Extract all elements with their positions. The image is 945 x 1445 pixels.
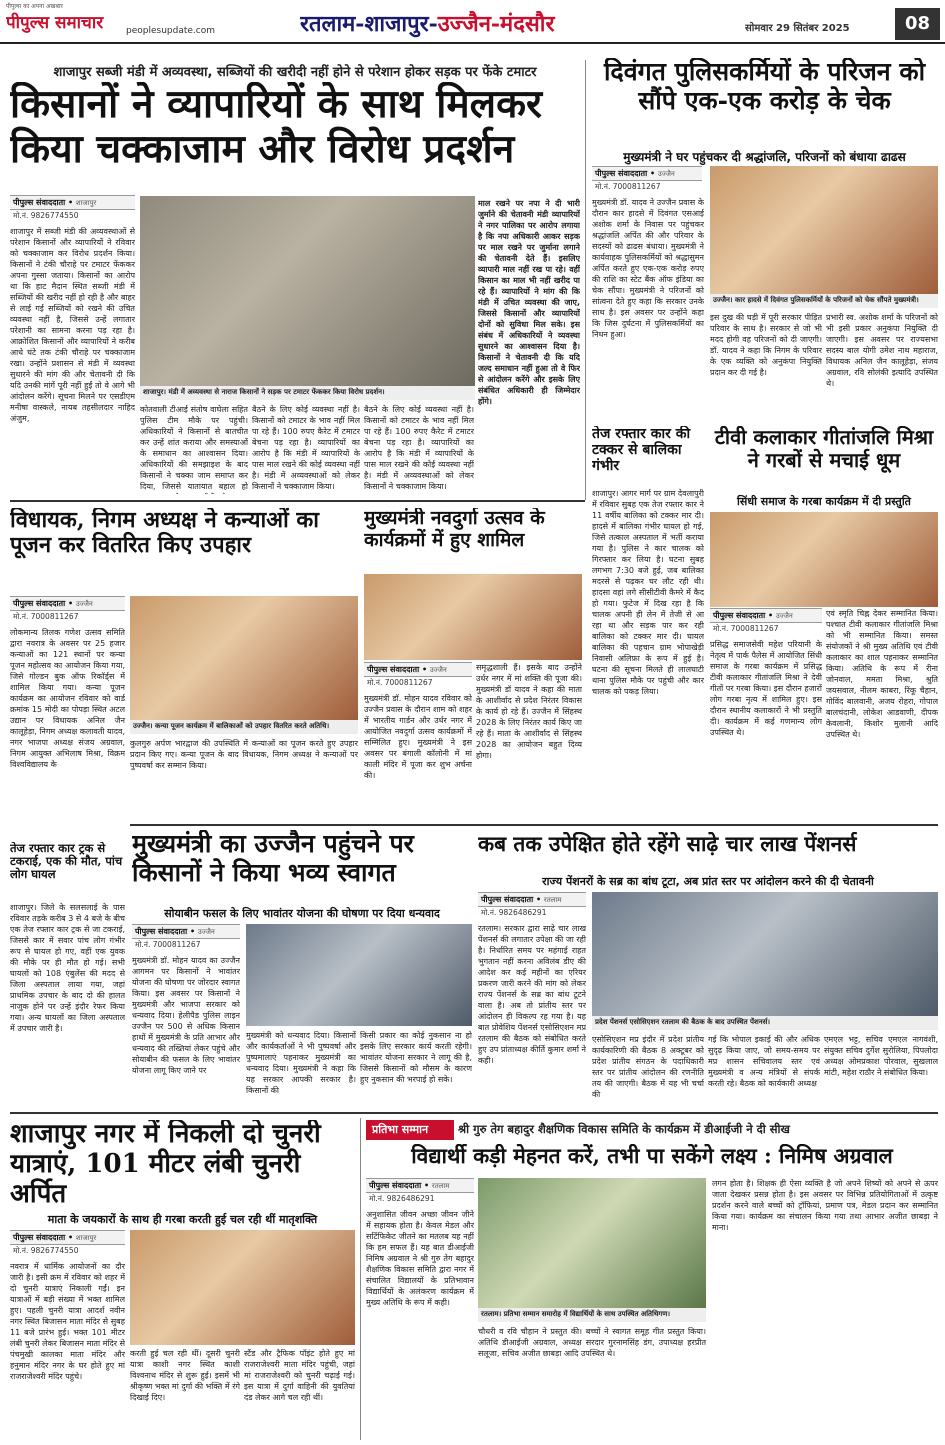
story9-caption: प्रदेश पेंशनर्स एसोसिएशन रतलाम की बैठक के बाद उपस्थित पेंशनर्स। — [592, 1016, 938, 1030]
story10-text-col1: नवरात्र में धार्मिक आयोजनों का दौर जारी है। इसी क्रम में रविवार को शहर में दो चुनरी यात्राएं निकाली गईं। इन यात्राओं में बड़ी संख्या में भक्त शामिल हुए। पहली चुनरी यात्रा आदर्श नवीन नगर स्थित बिजासन माता मंदिर से सुबह 11 बजे प्रारंभ हुई। भक्त 101 मीटर लंबी चुनरी लेकर बिजासन माता मंदिर से पंचमुखी कालका माता मंदिर और हनुमान मंदिर नगर के घर होते हुए मां राजराजेश्वरी मंदिर पहुंचे। — [10, 1262, 125, 1381]
story5-byline: पीपुल्स संवाददाता • उज्जैन — [10, 596, 125, 611]
story1-sidebar: माल रखने पर नपा ने दी भारी जुर्माने की चेतावनी मंडी व्यापारियों ने नगर पालिका पर आरोप लगाया है कि नपा अधिकारी आकर सड़क पर माल रखने पर जुर्माना लगाने की चेतावनी देते हैं। इसलिए व्यापारी माल नहीं रख पा रहे। वहीं किसान का माल भी नहीं खरीद पा रहे हैं। व्यापारियों ने मांग की कि मंडी में उचित व्यवस्था की जाए, जिससे किसानों और व्यापारियों दोनों को सुविधा मिल सके। इस संबंध में अधिकारियों ने व्यवस्था सुधारने का आश्वासन दिया है। किसानों ने चेतावनी दी कि यदि जल्द समाधान नहीं हुआ तो वे फिर से आंदोलन करेंगे और इसके लिए संबंधित अधिकारी ही जिम्मेदार होंगे। — [478, 199, 580, 406]
story11-section-tag: प्रतिभा सम्मान — [366, 1120, 454, 1140]
story8-text-col3: किसी प्रकार का कोई नुकसान ना हो इसके लिए सरकार कार्य करती रहेगी। भावांतर योजना सरकार ने लागू की है, जिससे किसानों को मौसम के कारण हुए नुकसान की भरपाई हो सके। — [360, 1031, 472, 1084]
story4-subheadline: सिंधी समाज के गरबा कार्यक्रम में दी प्रस्तुति — [737, 495, 911, 508]
site-url[interactable]: peoplesupdate.com — [126, 26, 215, 36]
story8-reporter: पीपुल्स संवाददाता — [135, 927, 188, 936]
story9-headline[interactable]: कब तक उपेक्षित होते रहेंगे साढ़े चार लाख पेंशनर्स — [478, 832, 857, 856]
story6-byline: पीपुल्स संवाददाता • उज्जैन — [364, 662, 472, 677]
story11-kicker: श्री गुरु तेग बहादुर शैक्षणिक विकास समिति के कार्यक्रम में डीआईजी ने दी सीख — [458, 1122, 790, 1136]
story3-text: शाजापुर। आगर मार्ग पर ग्राम देवलापुरी में रविवार सुबह एक तेज रफ्तार कार ने 11 वर्षीय बालिका को टक्कर मार दी। हादसे में बालिका गंभीर घायल हो गई, जिसे तत्काल अस्पताल में भर्ती कराया गया है। पुलिस ने कार चालक को गिरफ्तार कर लिया है। घटना सुबह लगभग 7:30 बजे हुई, जब बालिका मदरसे से पढ़कर घर लौट रही थी। हादसा वहां लगे सीसीटीवी कैमरे में कैद हो गया। फुटेज में दिख रहा है कि चालक अपनी ही लेन में तेजी से आ रहा था और सड़क पार कर रही बालिका को टक्कर मार दी। घायल बालिका की पहचान ग्राम भोपाखेड़ी निवासी अलिफ़ा के रूप में हुई है। घटना की सूचना मिलते ही लालघाटी थाना पुलिस मौके पर पहुंची और कार चालक को पकड़ लिया। — [592, 489, 704, 696]
story2-reporter: पीपुल्स संवाददाता — [595, 169, 648, 178]
story8-photo — [246, 924, 472, 1026]
story1-mobile: मो.नं. 9826774550 — [13, 211, 79, 220]
story10-byline: पीपुल्स संवाददाता • शाजापुर — [10, 1230, 125, 1245]
story5-text-col2: कुलगुरु अर्पण भारद्वाज की उपस्थिति में कन्याओं का पूजन करते हुए उपहार प्रदान किए गए। कन्या पूजन के बाद विधायक, निगम अध्यक्ष ने कन्याओं पर पुष्पवर्षा कर सम्मान किया। — [130, 739, 358, 770]
story4-text-col1: प्रसिद्ध समाजसेवी महेश परियानी के नेतृत्व में पार्क पैलेस में आयोजित सिंधी समाज के गरबा कार्यक्रम में प्रसिद्ध टीवी कलाकार गीतांजलि मिश्रा ने देवी गीतों पर गरबा किया। इस दौरान हजारों लोग गरबा नृत्य में शामिल हुए। इस दौरान स्थानीय कलाकारों ने भी प्रस्तुति दी। कार्यक्रम में कई गणमान्य लोग उपस्थित थे। — [710, 640, 822, 737]
story5-text-col1: लोकमान्य तिलक गणेश उत्सव समिति द्वारा नवरात्र के अवसर पर 25 हजार कन्याओं का 121 स्थानों पर कन्या पूजन महोत्सव का आयोजन किया गया, जिसे गोल्डन बुक ऑफ रिकॉर्ड्स में शामिल किया गया। कन्या पूजन कार्यक्रम का आयोजन रविवार को वार्ड क्रमांक 15 मोदी का पोपड़ा स्थित अटल उद्यान पर विधायक अनिल जैन कालूहेड़ा, निगम अध्यक्ष कलावती यादव, नगर भाजपा अध्यक्ष संजय अग्रवाल, निगम आयुक्त अभिलाष मिश्रा, विक्रम विश्वविद्यालय के — [10, 628, 125, 769]
column-divider — [360, 1118, 361, 1440]
story1-caption: शाजापुर। मंडी में अव्यवस्था से नाराज किसानों ने सड़क पर टमाटर फेंककर किया विरोध प्रदर्शन। — [140, 386, 475, 400]
story10-subheadline: माता के जयकारों के साथ ही गरबा करती हुई चल रही थीं मातृशक्ति — [47, 1213, 318, 1226]
story9-text-col4: एमएल भट्ट, सचिव एमएल नागवंशी, संयुक्त सचिव दुर्गेश सुरोलिया, पिपलोदा अध्यक्ष ओमप्रकाश पोरवाल, सुखलाल मांटी, महेश राठौर ने संबोधित किया। — [824, 1035, 938, 1077]
story11-text-col3: लगन होता है। शिक्षक ही ऐसा व्यक्ति है जो अपने शिष्यों को अपने से ऊपर जाता देखकर प्रसन्न होता है। इस अवसर पर विभिन्न प्रतियोगिताओं में उत्कृष्ट प्रदर्शन करने वाले बच्चों को ट्रॉफियां, प्रमाण पत्र, मेडल प्रदान कर सम्मानित किया गया। कार्यक्रम का संचालन किया गया तथा आभार अजीत छाबड़ा ने माना। — [712, 1179, 938, 1232]
story8-text-col2: मुख्यमंत्री को धन्यवाद दिया। किसानों और कार्यकर्ताओं ने भी पुष्पवर्षा और पुष्पमालाएं पहनाकर मुख्यमंत्री का धन्यवाद दिया। मुख्यमंत्री ने कहा कि यह सरकार आपकी सरकार है। किसानों की — [246, 1031, 356, 1095]
story6-photo — [364, 574, 582, 660]
story2-text-col1: मुख्यमंत्री डॉ. यादव ने उज्जैन प्रवास के दौरान कार हादसे में दिवंगत एसआई अशोक शर्मा के निवास पर पहुंचकर श्रद्धांजलि अर्पित की और परिवार के सदस्यों को ढाढस बंधाया। मुख्यमंत्री ने कार्यवाहक पुलिसकर्मियों को श्रद्धासुमन अर्पित करते हुए एक-एक करोड़ रुपए की राशि का स्टेट बैंक ऑफ इंडिया का चेक सौंपा। मुख्यमंत्री ने परिजनों को सांत्वना देते हुए कहा कि सरकार उनके साथ है। इस अवसर पर उन्होंने कहा कि जिस दुर्घटना में पुलिसकर्मियों का निधन हुआ। — [592, 198, 704, 339]
story7-text: शाजापुर। जिले के सलसलाई के पास रविवार तड़के करीब 3 से 4 बजे के बीच एक तेज रफ्तार कार ट्रक से जा टकराई, जिससे कार में सवार पांच लोग गंभीर रूप से घायल हो गए, वहीं एक युवक की मौके पर ही मौत हो गई। सभी घायलों को 108 एंबुलेंस की मदद से जिला अस्पताल लाया गया, जहां प्राथमिक उपचार के बाद दो की हालत नाजुक होने पर उन्हें इंदौर रेफर किया गया। अन्य घायलों का जिला अस्पताल में उपचार जारी है। — [10, 903, 125, 1033]
section-title-a: रतलाम-शाजापुर- — [300, 11, 438, 37]
story8-mobile: मो.नं. 7000811267 — [135, 940, 201, 949]
story2-mobile: मो.नं. 7000811267 — [595, 182, 661, 191]
story1-kicker: शाजापुर सब्जी मंडी में अव्यवस्था, सब्जियों की खरीदी नहीं होने से परेशान होकर सड़क पर फेंके टमाटर — [53, 65, 537, 80]
story1-text-col2b: बैठने के लिए कोई व्यवस्था नहीं है। किसानों को टमाटर के भाव नहीं मिल पा रहे हैं। 100 रुपए कैरेट में टमाटर बेचना पड़ रहा है। व्यापारियों का आरोप है कि मंडी में व्यापारियों के पास माल रखने की कोई व्यवस्था नहीं है। मंडी में अव्यवस्थाओं को लेकर किसानों ने चक्काजाम किया। — [252, 405, 360, 491]
story4-mobile: मो.नं. 7000811267 — [713, 624, 779, 633]
story11-byline: पीपुल्स संवाददाता • रतलाम — [366, 1178, 474, 1193]
story9-reporter: पीपुल्स संवाददाता — [481, 895, 534, 904]
row-divider — [10, 1112, 938, 1114]
story2-headline[interactable]: दिवंगत पुलिसकर्मियों के परिजन को सौंपे एक-एक करोड़ के चेक — [603, 58, 926, 115]
story11-place: रतलाम — [431, 1182, 450, 1190]
story8-headline[interactable]: मुख्यमंत्री का उज्जैन पहुंचने पर किसानों ने किया भव्य स्वागत — [132, 830, 414, 887]
story5-reporter: पीपुल्स संवाददाता — [13, 599, 66, 608]
story11-caption: रतलाम। प्रतिभा सम्मान समारोह में विद्यार्थियों के साथ उपस्थित अतिथिगण। — [478, 1308, 706, 1322]
story1-headline[interactable]: किसानों ने व्यापारियों के साथ मिलकर किया चक्काजाम और विरोध प्रदर्शन — [10, 82, 542, 172]
story8-place: उज्जैन — [197, 928, 215, 936]
story2-subheadline: मुख्यमंत्री ने घर पहुंचकर दी श्रद्धांजलि, परिजनों को बंधाया ढाढस — [623, 150, 906, 164]
story5-caption: उज्जैन। कन्या पूजन कार्यक्रम में बालिकाओं को उपहार वितरित करते अतिथि। — [130, 720, 358, 734]
story11-mobile: मो.नं. 9826486291 — [369, 1194, 435, 1203]
story8-byline: पीपुल्स संवाददाता • उज्जैन — [132, 924, 240, 939]
story2-byline: पीपुल्स संवाददाता • उज्जैन — [592, 166, 702, 181]
story10-photo — [130, 1230, 355, 1345]
story11-photo — [478, 1178, 706, 1308]
story5-mobile: मो.नं. 7000811267 — [13, 612, 79, 621]
column-divider — [585, 60, 586, 500]
story8-subheadline: सोयाबीन फसल के लिए भावांतर योजना की घोषणा पर दिया धन्यवाद — [164, 907, 440, 920]
story2-photo — [710, 166, 938, 294]
story10-text-col2: करती हुई चल रही थीं। दूसरी चुनरी यात्रा काशी नगर स्थित काशी विश्वनाथ मंदिर से शुरू हुई। इसमें भी श्रीकृष्ण भक्त मां दुर्गा की भक्ति में रंगे दिखाई दिए। — [130, 1349, 240, 1402]
story2-place: उज्जैन — [657, 170, 675, 178]
masthead — [0, 0, 945, 44]
issue-date: सोमवार 29 सितंबर 2025 — [745, 23, 850, 34]
story11-reporter: पीपुल्स संवाददाता — [369, 1181, 422, 1190]
story4-photo — [710, 512, 938, 607]
story11-text-col1: अनुशासित जीवन अच्छा जीवन जीने में सहायक होता है। केवल मेडल और सर्टिफिकेट जीतने का मतलब यह नहीं कि हम सफल हैं। यह बात डीआईजी निमिष अग्रवाल ने श्री गुरु तेग बहादुर शैक्षणिक विकास समिति द्वारा नगर में संचालित विद्यालयों के प्रतिभावान विद्यार्थियों के अलंकरण कार्यक्रम में मुख्य अतिथि के रूप में कही। — [366, 1210, 474, 1307]
brand-tagline: पीपुल्स का अपना अखबार — [6, 3, 63, 10]
brand — [6, 2, 186, 42]
story6-mobile: मो.नं. 7000811267 — [367, 678, 433, 687]
story10-text-col3: स्टैंड और ट्रैफिक पॉइंट होते हुए मां राजराजेश्वरी माता मंदिर पहुंची, जहां मां राजराजेश्वरी को चुनरी चढ़ाई गई। इस यात्रा में दुर्गा वाहिनी की युवतियां दंड लेकर आगे चल रही थीं। — [244, 1349, 355, 1402]
story10-mobile: मो.नं. 9826774550 — [13, 1246, 79, 1255]
story9-text-col3: गई कि भोपाल इकाई की और अधिक सुदृढ़ किया जाए, जो समय-समय पर मप्र शासन सचिवालय स्तर एवं मुख्यमंत्री व अन्य मंत्रियों से संपर्क करती रहे। बैठक को कार्यकारी अध्यक्ष — [708, 1035, 820, 1088]
story10-reporter: पीपुल्स संवाददाता — [13, 1233, 66, 1242]
story6-text-col1: मुख्यमंत्री डॉ. मोहन यादव रविवार को उज्जैन प्रवास के दौरान शाम को शहर में भारतीय गार्डन और उर्धर नगर में आयोजित नवदुर्गा उत्सव कार्यक्रमों में सम्मिलित हुए। मुख्यमंत्री ने इस अवसर पर बंगाली कॉलोनी में मां काली मंदिर में पूजा कर शुभ अर्चना की। — [364, 694, 472, 780]
story5-place: उज्जैन — [75, 600, 93, 608]
story4-text-col2: एवं स्मृति चिह्न देकर सम्मानित किया। पश्चात टीवी कलाकार गीतांजलि मिश्रा को भी सम्मानित किया। समस्त संयोजकों ने श्री मुख्य अतिथि एवं टीवी कलाकार का शाल पहनाकर सम्मानित किया। अतिथि के रूप में रीना जोनवाल, ममता मिश्रा, श्रुति जयसवाल, नीलम काबरा, रिंकू चैहान, गोविंद बालवानी, अजय रोहरा, गोपाल बालचंदानी, लोकेश आडवाणी, दीपक केवलानी, किशोर मुलानी आदि उपस्थित थे। — [826, 609, 938, 739]
story4-byline: पीपुल्स संवाददाता • उज्जैन — [710, 608, 822, 623]
story1-text-col3: बैठने के लिए कोई व्यवस्था नहीं है। किसानों को टमाटर के भाव नहीं मिल पा रहे हैं। 100 रुपए कैरेट में टमाटर बेचना पड़ रहा है। व्यापारियों का आरोप है कि मंडी में व्यापारियों के पास माल रखने की कोई व्यवस्था नहीं है। मंडी में अव्यवस्थाओं को लेकर किसानों ने चक्काजाम किया। — [364, 405, 474, 491]
story10-place: शाजापुर — [75, 1234, 97, 1242]
story9-text-col1: रतलाम। सरकार द्वारा साढ़े चार लाख पेंशनर्स की लगातार उपेक्षा की जा रही है। निर्धारित समय पर महंगाई राहत भुगतान नहीं करना अविलंब डीए की आदेश कर कई महीनों का एरियर प्रकरण जारी करने की मांग को लेकर राज्य पेंशनर्स के सब्र का बांध टूटने वाला है। अब तो प्रांतीय स्तर पर आंदोलन ही विकल्प रह गया है। यह बात प्रोवेशिय पेंशनर्स एसोसिएशन मप्र रतलाम की बैठक को संबोधित करते हुए उप प्रांताध्यक्ष कीर्ति कुमार शर्मा ने कही। — [478, 924, 586, 1065]
story9-byline: पीपुल्स संवाददाता • रतलाम — [478, 892, 586, 907]
story4-headline[interactable]: टीवी कलाकार गीतांजलि मिश्रा ने गरबों से मचाई धूम — [714, 426, 934, 472]
story1-place: शाजापुर — [75, 199, 97, 207]
story5-headline[interactable]: विधायक, निगम अध्यक्ष ने कन्याओं का पूजन कर वितरित किए उपहार — [10, 508, 319, 559]
story11-headline[interactable]: विद्यार्थी कड़ी मेहनत करें, तभी पा सकेंगे लक्ष्य : निमिष अग्रवाल — [411, 1144, 893, 1168]
story1-text-col2: कोतवाली टीआई संतोष वाघेला सहित पुलिस टीम मौके पर पहुंची। अधिकारियों ने किसानों से बातचीत कर उन्हें शांत कराया और समस्याओं के समाधान का आश्वासन दिया। अधिकारियों की समझाइश के बाद किसानों ने चक्का जाम समाप्त कर दिया, जिससे यातायात बहाल हो — [140, 405, 248, 491]
story4-reporter: पीपुल्स संवाददाता — [713, 611, 766, 620]
story9-place: रतलाम — [543, 896, 562, 904]
story2-text-col2: इस दुख की घड़ी में पूरी सरकार पीड़ित परिवार के साथ है। सरकार से जो भी मदद होगी वह परिजनों को दी जाएगी। डॉ. यादव ने कहा कि निगम के परिवार के एक व्यक्ति को अनुकंपा नियुक्ति प्रदान कर दी गई है। — [710, 313, 822, 377]
story7-headline[interactable]: तेज रफ्तार कार ट्रक से टकराई, एक की मौत, पांच लोग घायल — [10, 842, 123, 882]
story3-headline[interactable]: तेज रफ्तार कार की टक्कर से बालिका गंभीर — [592, 426, 691, 475]
story6-reporter: पीपुल्स संवाददाता — [367, 665, 420, 674]
story4-place: उज्जैन — [775, 612, 793, 620]
page-number: 08 — [895, 8, 940, 40]
story6-place: उज्जैन — [429, 666, 447, 674]
section-title — [300, 8, 640, 38]
story10-headline[interactable]: शाजापुर नगर में निकली दो चुनरी यात्राएं, 101 मीटर लंबी चुनरी अर्पित — [10, 1120, 321, 1209]
section-title-b: उज्जैन-मंदसौर — [437, 11, 555, 37]
story9-mobile: मो.नं. 9826486291 — [481, 908, 547, 917]
story2-text-col3: प्रभारी स्व. अशोक शर्मा के परिजनों को भी इसी प्रकार अनुकंपा नियुक्ति दी जाएगी। इस अवसर पर राज्यसभा सदस्य बाल योगी उमेश नाथ महाराज, विधायक अनिल जैन कालूहेड़ा, संजय अग्रवाल, रवि सोलंकी इत्यादि उपस्थित थे। — [826, 313, 938, 388]
story1-byline: पीपुल्स संवाददाता • शाजापुर — [10, 195, 135, 210]
story6-text-col2: समृद्धशाली हैं। इसके बाद उन्होंने उर्धर नगर में मां शक्ति की पूजा की। मुख्यमंत्री डॉ यादव ने कहा की माता के आशीर्वाद से प्रदेश निरंतर विकास के कार्य हो रहे हैं। उज्जैन में सिंहस्थ 2028 के लिए निरंतर कार्य किए जा रहे हैं। माता के आशीर्वाद से सिंहस्थ 2028 का आयोजन बहुत दिव्य होगा। — [476, 663, 582, 760]
row-divider — [10, 500, 585, 502]
story1-text-col1: शाजापुर में सब्जी मंडी की अव्यवस्थाओं से परेशान किसानों और व्यापारियों ने रविवार को चक्काजाम कर विरोध प्रदर्शन किया। किसानों ने टंकी चौराहे पर टमाटर फेंककर अपना गुस्सा जताया। किसानों का आरोप था कि हाट मैदान स्थित सब्जी मंडी में सब्जियों की खरीद नहीं हो रही है और बाहर से लाई गई सब्जियों को रखने की उचित व्यवस्था नहीं है, जिससे उन्हें लगातार परेशानी का सामना करना पड़ रहा है। आक्रोशित किसानों और व्यापारियों ने करीब आधे घंटे तक टंकी चौराहे पर चक्काजाम रखा। उन्होंने प्रशासन से मंडी में व्यवस्था सुधारने की मांग की और चेतावनी दी कि यदि उनकी मांगें पूरी नहीं हुईं तो वे आगे भी आंदोलन करेंगे। सूचना मिलने पर एसडीएम मनीषा वास्कले, नायब तहसीलदार नाहिद अंजुम, — [10, 227, 135, 423]
story9-subheadline: राज्य पेंशनरों के सब्र का बांध टूटा, अब प्रांत स्तर पर आंदोलन करने की दी चेतावनी — [542, 875, 874, 888]
story1-reporter: पीपुल्स संवाददाता — [13, 198, 66, 207]
story6-headline[interactable]: मुख्यमंत्री नवदुर्गा उत्सव के कार्यक्रमों में हुए शामिल — [364, 508, 545, 551]
story1-photo — [140, 196, 475, 386]
row-divider — [130, 824, 938, 826]
story11-text-col2: चौधरी व रवि चौहान ने प्रस्तुत की। बच्चों ने स्वागत समूह गीत प्रस्तुत किया। अतिथि डीआईजी अग्रवाल, अध्यक्ष सरदार गुरनामसिंह डंग, उपाध्यक्ष हरप्रीत सलूजा, सचिव अजीत छाबड़ा आदि उपस्थित थे। — [478, 1327, 706, 1358]
story2-caption: उज्जैन। कार हादसे में दिवंगत पुलिसकर्मियों के परिजनों को चेक सौंपते मुख्यमंत्री। — [710, 294, 938, 308]
story9-text-col2: एसोसिएशन मप्र इंदौर में प्रदेश प्रांतीय कार्यकारिणी की बैठक 8 अक्टूबर को प्रदेश प्रांतीय संगठन के पदाधिकारी स्तर पर प्रांतीय आंदोलन की रणनीति तय की जाएगी। बैठक में यह भी चर्चा की — [592, 1035, 704, 1099]
story8-text-col1: मुख्यमंत्री डॉ. मोहन यादव का उज्जैन आगमन पर किसानों ने भावांतर योजना की घोषणा पर जोरदार स्वागत किया। इस अवसर पर किसानों ने मुख्यमंत्री और भाजपा सरकार को धन्यवाद दिया। हेलीपैड पुलिस लाइन उज्जैन पर 500 से अधिक किसान हाथों में मुख्यमंत्री के प्रति आभार और धन्यवाद की तख्तियां लेकर पहुंचे और सोयाबीन की फसल के लिए भावांतर योजना लागू किए जाने पर — [132, 956, 240, 1075]
brand-logo: पीपुल्स समाचार — [6, 13, 104, 33]
story9-photo — [592, 892, 938, 1016]
story5-photo — [130, 596, 358, 720]
